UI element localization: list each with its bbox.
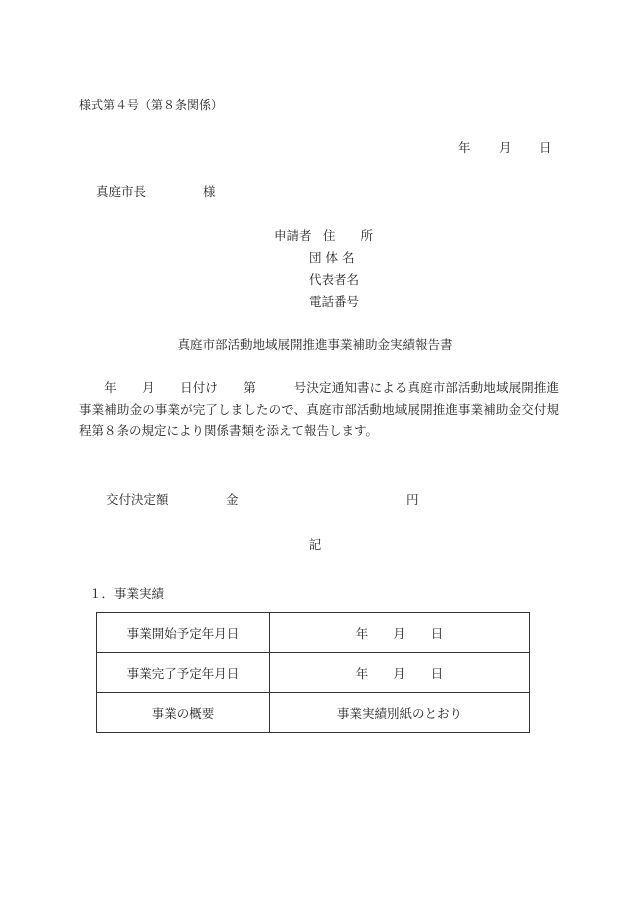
grant-amount-currency-prefix: 金 bbox=[226, 492, 239, 507]
addressee-name: 真庭市長 bbox=[96, 184, 147, 199]
applicant-phone-label: 電話番号 bbox=[309, 294, 360, 309]
applicant-representative-label: 代表者名 bbox=[309, 272, 360, 287]
document-title: 真庭市部活動地域展開推進事業補助金実績報告書 bbox=[177, 337, 453, 352]
grant-amount-unit: 円 bbox=[406, 492, 419, 507]
date-day-label: 日 bbox=[539, 140, 552, 155]
table-row bbox=[97, 613, 530, 653]
applicant-address-label: 住 所 bbox=[323, 228, 374, 243]
business-record-table bbox=[96, 612, 530, 733]
date-year-label: 年 bbox=[458, 140, 471, 155]
grant-amount-label: 交付決定額 bbox=[106, 492, 169, 507]
addressee-honorific: 様 bbox=[203, 184, 216, 199]
table-row-label: 事業の概要 bbox=[97, 693, 270, 733]
table-row-label: 事業完了予定年月日 bbox=[97, 653, 270, 693]
section-heading: １．事業実績 bbox=[89, 586, 165, 601]
table-row bbox=[97, 693, 530, 733]
table-row-label: 事業開始予定年月日 bbox=[97, 613, 270, 653]
table-row-value: 年 月 日 bbox=[270, 613, 530, 653]
applicant-prefix: 申請者 bbox=[274, 228, 312, 243]
table-row-value: 年 月 日 bbox=[270, 653, 530, 693]
applicant-group-name-label: 団 体 名 bbox=[309, 250, 355, 265]
form-number: 様式第４号（第８条関係） bbox=[79, 98, 224, 112]
date-month-label: 月 bbox=[499, 140, 512, 155]
table-row-value: 事業実績別紙のとおり bbox=[270, 693, 530, 733]
ki-heading: 記 bbox=[308, 537, 322, 552]
report-body-text: 年 月 日付け 第 号決定通知書による真庭市部活動地域展開推進事業補助金の事業が完了しましたので、真庭市部活動地域展開推進事業補助金交付規程第８条の規定により関係書類を添えて報告します。 bbox=[79, 380, 559, 438]
table-row bbox=[97, 653, 530, 693]
